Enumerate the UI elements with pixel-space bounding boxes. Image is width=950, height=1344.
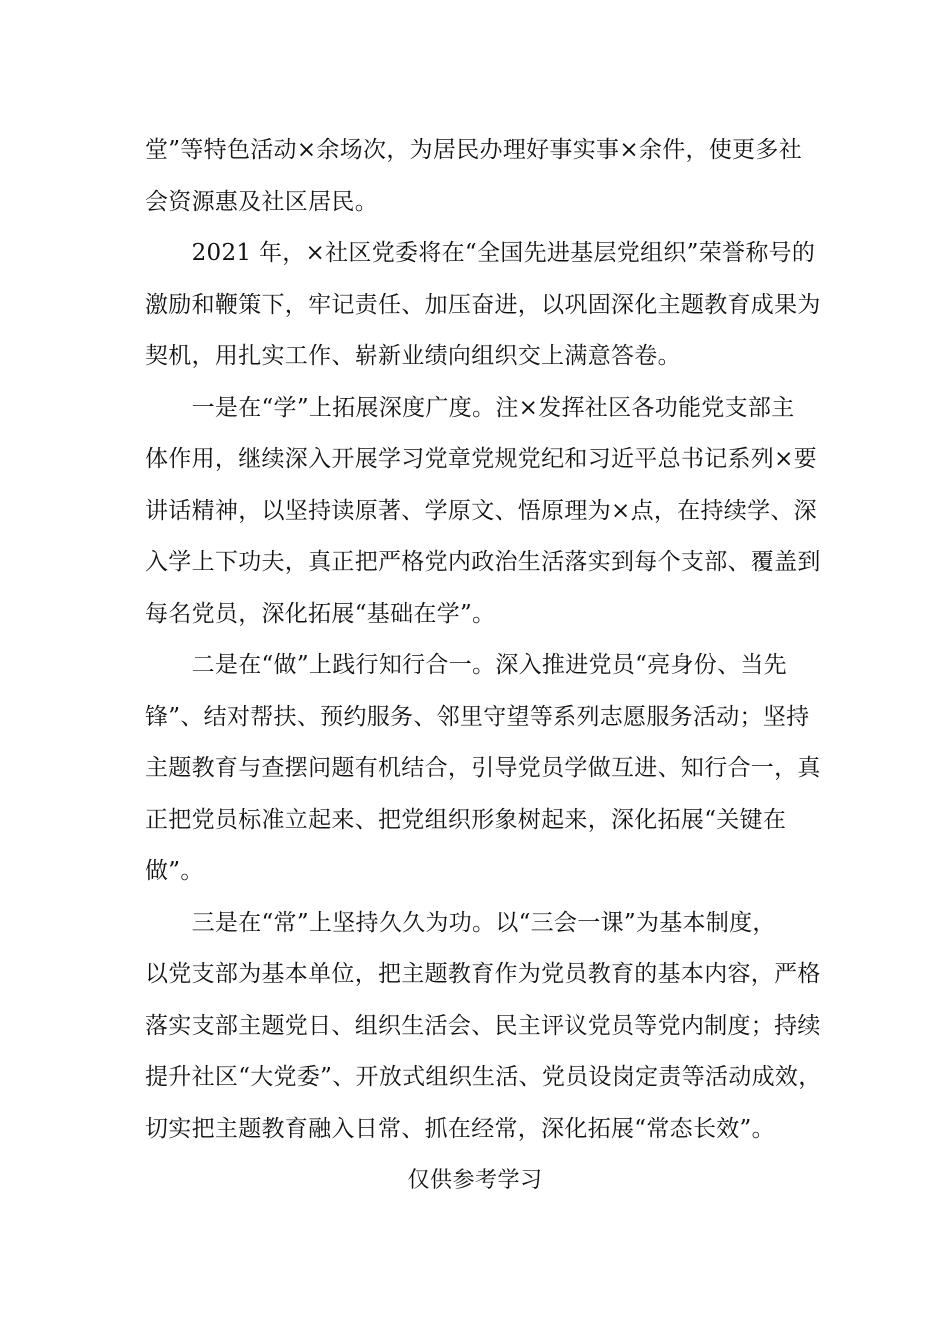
text-line: 三是在“常”上坚持久久为功。以“三会一课”为基本制度， bbox=[145, 910, 776, 936]
text-line: 主题教育与查摆问题有机结合，引导党员学做互进、知行合一，真 bbox=[145, 755, 821, 781]
text-line: 每名党员，深化拓展“基础在学”。 bbox=[145, 601, 496, 627]
text-line: 做”。 bbox=[145, 858, 204, 884]
text-line: 体作用，继续深入开展学习党章党规党纪和习近平总书记系列×要 bbox=[145, 446, 817, 472]
text-line: 会资源惠及社区居民。 bbox=[145, 189, 378, 215]
text-line: 正把党员标准立起来、把党组织形象树起来，深化拓展“关键在 bbox=[145, 807, 787, 833]
text-line: 契机，用扎实工作、崭新业绩向组织交上满意答卷。 bbox=[145, 343, 681, 369]
text-line: 一是在“学”上拓展深度广度。注×发挥社区各功能党支部主 bbox=[145, 395, 795, 421]
text-line: 激励和鞭策下，牢记责任、加压奋进，以巩固深化主题教育成果为 bbox=[145, 292, 821, 318]
text-line: 落实支部主题党日、组织生活会、民主评议党员等党内制度；持续 bbox=[145, 1013, 821, 1039]
text-line: 锋”、结对帮扶、预约服务、邻里守望等系列志愿服务活动；坚持 bbox=[145, 704, 810, 730]
text-line: 切实把主题教育融入日常、抓在经常，深化拓展“常态长效”。 bbox=[145, 1116, 775, 1142]
text-line: 入学上下功夫，真正把严格党内政治生活落实到每个支部、覆盖到 bbox=[145, 549, 821, 575]
text-line: 堂”等特色活动×余场次，为居民办理好事实事×余件，使更多社 bbox=[145, 137, 803, 163]
page-footer: 仅供参考学习 bbox=[407, 1168, 543, 1193]
text-line: 提升社区“大党委”、开放式组织生活、党员设岗定责等活动成效， bbox=[145, 1064, 822, 1090]
text-line: 讲话精神，以坚持读原著、学原文、悟原理为×点，在持续学、深 bbox=[145, 498, 817, 524]
text-line: 二是在“做”上践行知行合一。深入推进党员“亮身份、当先 bbox=[145, 652, 787, 678]
text-line: 2021 年，×社区党委将在“全国先进基层党组织”荣誉称号的 bbox=[145, 240, 816, 266]
text-line: 以党支部为基本单位，把主题教育作为党员教育的基本内容，严格 bbox=[145, 961, 821, 987]
